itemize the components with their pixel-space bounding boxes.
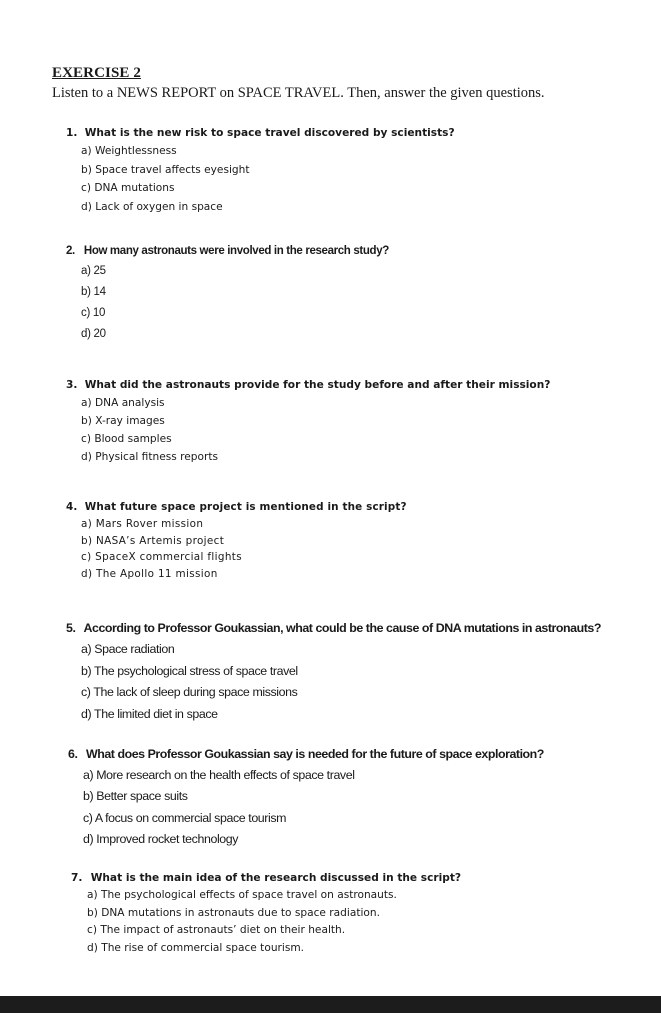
question-text: What did the astronauts provide for the study before and after their mission? xyxy=(84,379,551,391)
question-5 xyxy=(66,617,601,725)
question-text: According to Professor Goukassian, what could be the cause of DNA mutations in astronauts? xyxy=(83,621,601,635)
answer-option[interactable]: c) 10 xyxy=(81,307,106,319)
question-number: 3. xyxy=(66,379,78,391)
answer-option[interactable]: d) 20 xyxy=(81,328,106,340)
answer-option[interactable]: b) Better space suits xyxy=(83,789,188,804)
question-2 xyxy=(66,241,389,345)
answer-option[interactable]: d) The limited diet in space xyxy=(81,706,218,721)
question-text: What is the new risk to space travel discovered by scientists? xyxy=(84,127,455,139)
answer-option[interactable]: b) DNA mutations in astronauts due to space radiation. xyxy=(87,906,380,919)
question-number: 7. xyxy=(71,872,83,884)
answer-option[interactable]: a) Space radiation xyxy=(81,642,175,656)
question-text: What is the main idea of the research discussed in the script? xyxy=(90,872,462,884)
viewer-bottom-bar xyxy=(0,996,661,1013)
question-3 xyxy=(66,376,550,466)
answer-option[interactable]: c) DNA mutations xyxy=(81,182,175,194)
answer-option[interactable]: d) Physical fitness reports xyxy=(81,451,219,463)
answer-option[interactable]: c) A focus on commercial space tourism xyxy=(83,810,287,825)
answer-option[interactable]: c) The impact of astronauts’ diet on their health. xyxy=(87,924,346,936)
answer-option[interactable]: d) The rise of commercial space tourism. xyxy=(87,941,305,954)
question-6 xyxy=(68,743,544,850)
exercise-instruction: Listen to a NEWS REPORT on SPACE TRAVEL. Then, answer the given questions. xyxy=(52,85,545,101)
answer-option[interactable]: a) The psychological effects of space travel on astronauts. xyxy=(87,889,397,901)
question-number: 4. xyxy=(66,501,78,513)
question-text: How many astronauts were involved in the research study? xyxy=(83,245,389,257)
question-number: 5. xyxy=(66,621,76,635)
question-text: What does Professor Goukassian say is needed for the future of space exploration? xyxy=(86,747,544,761)
question-7 xyxy=(71,869,461,957)
answer-option[interactable]: b) X-ray images xyxy=(81,415,165,427)
question-1 xyxy=(66,124,455,216)
answer-option[interactable]: d) Lack of oxygen in space xyxy=(81,200,223,213)
question-text: What future space project is mentioned in the script? xyxy=(84,501,407,513)
exercise-title: EXERCISE 2 xyxy=(52,65,141,81)
answer-option[interactable]: c) Blood samples xyxy=(81,433,172,445)
answer-option[interactable]: c) SpaceX commercial flights xyxy=(81,551,242,563)
answer-option[interactable]: c) The lack of sleep during space missions xyxy=(81,685,298,699)
answer-option[interactable]: a) DNA analysis xyxy=(81,397,165,409)
answer-option[interactable]: a) Mars Rover mission xyxy=(81,518,204,530)
answer-option[interactable]: b) Space travel affects eyesight xyxy=(81,163,250,176)
answer-option[interactable]: a) Weightlessness xyxy=(81,145,177,157)
answer-option[interactable]: b) 14 xyxy=(81,286,106,298)
question-number: 1. xyxy=(66,127,78,139)
question-4 xyxy=(66,499,407,582)
answer-option[interactable]: b) The psychological stress of space travel xyxy=(81,663,298,678)
question-number: 6. xyxy=(68,747,78,761)
answer-option[interactable]: a) More research on the health effects of space travel xyxy=(83,768,355,782)
answer-option[interactable]: b) NASA’s Artemis project xyxy=(81,534,225,547)
answer-option[interactable]: d) The Apollo 11 mission xyxy=(81,567,218,580)
answer-option[interactable]: d) Improved rocket technology xyxy=(83,831,239,846)
answer-option[interactable]: a) 25 xyxy=(81,265,106,277)
question-number: 2. xyxy=(66,245,75,257)
